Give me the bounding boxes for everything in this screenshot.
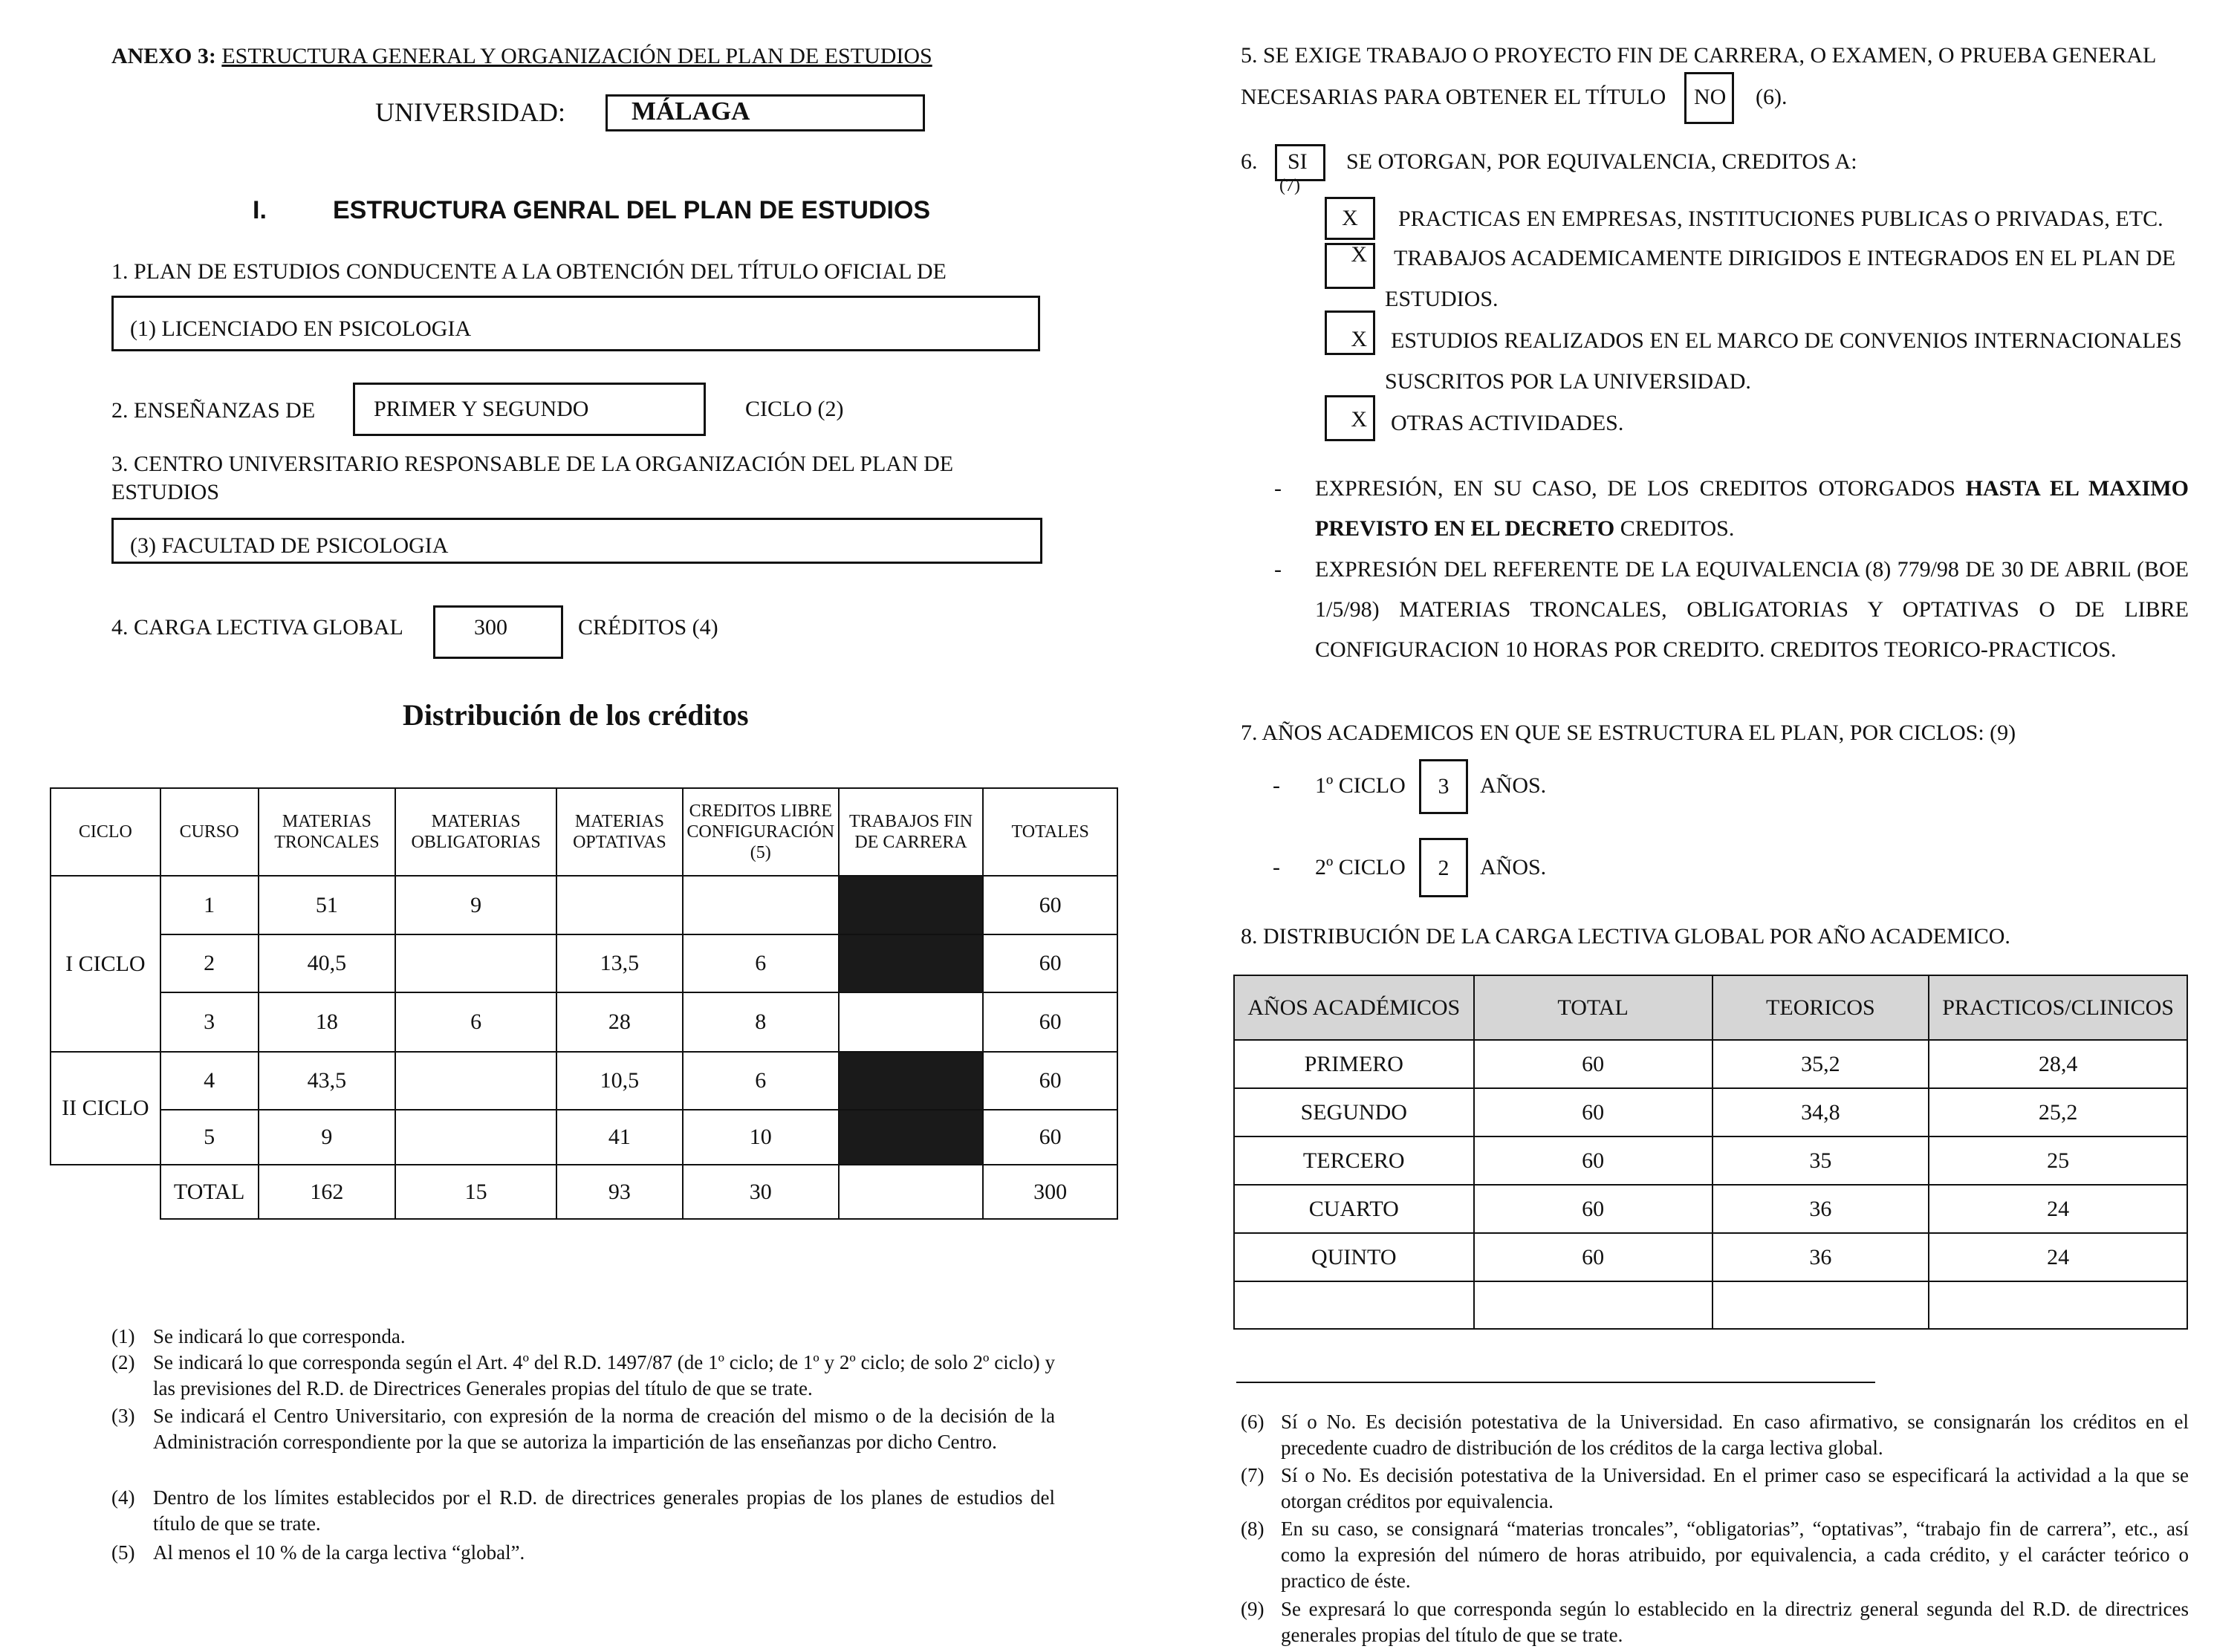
practicos-cell: 25,2 [1929, 1088, 2187, 1136]
obligatorias-cell: 15 [395, 1165, 556, 1219]
footnote-text: Sí o No. Es decisión potestativa de la Universidad. En caso afirmativo, se consignarán los créditos en el precedente cuadro de distribución de los créditos de la carga lectiva global. [1281, 1411, 2189, 1459]
troncales-cell: 43,5 [259, 1052, 396, 1110]
footnote-divider [1236, 1382, 1875, 1383]
table-row [51, 1052, 1117, 1110]
cycle1-label: 1º CICLO [1315, 773, 1406, 798]
footnote-5 [111, 1540, 1055, 1567]
empty-cell [51, 1165, 160, 1219]
footnote-number: (5) [111, 1541, 135, 1564]
cycle2-label: 2º CICLO [1315, 855, 1406, 879]
optativas-cell: 13,5 [556, 934, 683, 992]
bullet: - [1274, 476, 1282, 501]
distribution-table [50, 787, 1118, 1220]
header-troncales: MATERIAS TRONCALES [259, 788, 396, 876]
obligatorias-cell [395, 1052, 556, 1110]
footnote-text: Se indicará el Centro Universitario, con expresión de la norma de creación del mismo o de la decisión de la Administración correspondiente por la que se autoriza la impartición de las enseñanzas por dicho Centro. [153, 1405, 1055, 1453]
obligatorias-cell: 6 [395, 992, 556, 1052]
footnote-text: Sí o No. Es decisión potestativa de la Universidad. En el primer caso se especificará la actividad a la que se otorgan créditos por equivalencia. [1281, 1464, 2189, 1512]
expression-credits-bold: HASTA EL MAXIMO PREVISTO EN EL DECRETO [1315, 476, 2189, 541]
curso-cell: TOTAL [160, 1165, 259, 1219]
table-row [51, 934, 1117, 992]
practicos-cell: 24 [1929, 1185, 2187, 1233]
footnote-number: (4) [111, 1486, 135, 1509]
footnote-6 [1241, 1409, 2189, 1463]
totales-cell: 60 [983, 1052, 1117, 1110]
distribution-header-row [51, 788, 1117, 876]
practicos-cell: 25 [1929, 1136, 2187, 1185]
table-row [1234, 1088, 2187, 1136]
empty-cell [1474, 1281, 1713, 1329]
troncales-cell: 40,5 [259, 934, 396, 992]
option-text: TRABAJOS ACADEMICAMENTE DIRIGIDOS E INTEGRADOS EN EL PLAN DE [1394, 246, 2176, 270]
troncales-cell: 51 [259, 876, 396, 934]
section-title: ESTRUCTURA GENRAL DEL PLAN DE ESTUDIOS [333, 196, 931, 224]
item6-text: SE OTORGAN, POR EQUIVALENCIA, CREDITOS A: [1346, 149, 1857, 174]
footnote-7 [1241, 1463, 2189, 1516]
item7-title: 7. AÑOS ACADEMICOS EN QUE SE ESTRUCTURA EL PLAN, POR CICLOS: (9) [1241, 721, 2016, 745]
year-cell: CUARTO [1234, 1185, 1474, 1233]
obligatorias-cell: 9 [395, 876, 556, 934]
bullet: - [1273, 773, 1280, 798]
option-checkbox[interactable]: X [1325, 310, 1375, 355]
trabajos-cell [839, 1165, 984, 1219]
expression-credits [1315, 469, 2189, 549]
teoricos-cell: 35 [1713, 1136, 1929, 1185]
troncales-cell: 9 [259, 1110, 396, 1165]
footnote-text: Dentro de los límites establecidos por el R.D. de directrices generales propias de los planes de estudios del título de que se trate. [153, 1486, 1055, 1535]
item3-value: (3) FACULTAD DE PSICOLOGIA [130, 533, 449, 558]
libre-cell: 6 [683, 1052, 839, 1110]
troncales-cell: 18 [259, 992, 396, 1052]
bullet: - [1273, 855, 1280, 879]
item2-suffix: CICLO (2) [745, 397, 844, 421]
trabajos-cell-shaded [839, 934, 984, 992]
empty-cell [1713, 1281, 1929, 1329]
header-trabajos: TRABAJOS FIN DE CARRERA [839, 788, 984, 876]
header-years: AÑOS ACADÉMICOS [1234, 975, 1474, 1040]
item4-suffix: CRÉDITOS (4) [578, 615, 718, 640]
expression-credits-end: CREDITOS. [1614, 516, 1735, 541]
item3-label-line1: 3. CENTRO UNIVERSITARIO RESPONSABLE DE LA ORGANIZACIÓN DEL PLAN DE [111, 452, 954, 476]
header-total: TOTAL [1474, 975, 1713, 1040]
cycle1-cell: I CICLO [51, 876, 160, 1052]
footnote-2 [111, 1350, 1055, 1403]
trabajos-cell-shaded [839, 1110, 984, 1165]
annex-heading [111, 43, 932, 70]
year-cell: PRIMERO [1234, 1040, 1474, 1088]
item1-label: 1. PLAN DE ESTUDIOS CONDUCENTE A LA OBTENCIÓN DEL TÍTULO OFICIAL DE [111, 259, 947, 284]
item3-label-line2: ESTUDIOS [111, 480, 220, 504]
header-totales: TOTALES [983, 788, 1117, 876]
table-total-row [51, 1165, 1117, 1219]
troncales-cell: 162 [259, 1165, 396, 1219]
totales-cell: 60 [983, 876, 1117, 934]
year-cell: TERCERO [1234, 1136, 1474, 1185]
cycle2-cell: II CICLO [51, 1052, 160, 1165]
item6-value: SI [1288, 149, 1308, 174]
table-row [51, 1110, 1117, 1165]
empty-cell [1234, 1281, 1474, 1329]
footnote-number: (8) [1241, 1518, 1265, 1540]
item2-value: PRIMER Y SEGUNDO [374, 397, 589, 421]
curso-cell: 3 [160, 992, 259, 1052]
years-unit: AÑOS. [1480, 773, 1547, 798]
year-cell: QUINTO [1234, 1233, 1474, 1281]
libre-cell [683, 876, 839, 934]
item1-value: (1) LICENCIADO EN PSICOLOGIA [130, 316, 472, 341]
table-row [51, 876, 1117, 934]
footnote-4 [111, 1485, 1055, 1538]
totales-cell: 60 [983, 934, 1117, 992]
empty-cell [1929, 1281, 2187, 1329]
item5-line1: 5. SE EXIGE TRABAJO O PROYECTO FIN DE CARRERA, O EXAMEN, O PRUEBA GENERAL [1241, 43, 2157, 68]
teoricos-cell: 36 [1713, 1185, 1929, 1233]
trabajos-cell [839, 992, 984, 1052]
optativas-cell: 93 [556, 1165, 683, 1219]
obligatorias-cell [395, 1110, 556, 1165]
years-unit: AÑOS. [1480, 855, 1547, 879]
footnote-text: Se expresará lo que corresponda según lo establecido en la directriz general segunda del R.D. de directrices generales propias del título de que se trate. [1281, 1598, 2189, 1646]
option-text-line2: ESTUDIOS. [1385, 287, 1499, 311]
item6-note: (7) [1279, 176, 1300, 195]
footnote-text: Se indicará lo que corresponda. [153, 1325, 406, 1347]
header-teoricos: TEORICOS [1713, 975, 1929, 1040]
optativas-cell: 28 [556, 992, 683, 1052]
teoricos-cell: 34,8 [1713, 1088, 1929, 1136]
years-table [1233, 975, 2188, 1330]
item8-title: 8. DISTRIBUCIÓN DE LA CARGA LECTIVA GLOBAL POR AÑO ACADEMICO. [1241, 924, 2010, 949]
university-value: MÁLAGA [632, 97, 750, 126]
university-label: UNIVERSIDAD: [375, 97, 565, 127]
footnote-number: (3) [111, 1405, 135, 1427]
year-cell: SEGUNDO [1234, 1088, 1474, 1136]
total-cell: 60 [1474, 1233, 1713, 1281]
teoricos-cell: 35,2 [1713, 1040, 1929, 1088]
practicos-cell: 28,4 [1929, 1040, 2187, 1088]
option-text-line2: SUSCRITOS POR LA UNIVERSIDAD. [1385, 369, 1751, 394]
totales-cell: 60 [983, 1110, 1117, 1165]
item4-value: 300 [474, 615, 507, 640]
table-row-empty [1234, 1281, 2187, 1329]
libre-cell: 30 [683, 1165, 839, 1219]
header-ciclo: CICLO [51, 788, 160, 876]
footnote-number: (9) [1241, 1598, 1265, 1620]
footnote-1 [111, 1324, 1055, 1350]
option-text: PRACTICAS EN EMPRESAS, INSTITUCIONES PUBLICAS O PRIVADAS, ETC. [1398, 206, 2163, 231]
curso-cell: 5 [160, 1110, 259, 1165]
optativas-cell [556, 876, 683, 934]
total-cell: 60 [1474, 1040, 1713, 1088]
libre-cell: 6 [683, 934, 839, 992]
total-cell: 60 [1474, 1088, 1713, 1136]
section-roman: I. [253, 196, 267, 224]
table-row [1234, 1233, 2187, 1281]
footnote-number: (2) [111, 1351, 135, 1373]
table-row [1234, 1040, 2187, 1088]
expression-credits-text: EXPRESIÓN, EN SU CASO, DE LOS CREDITOS OTORGADOS [1315, 476, 1966, 501]
footnote-text: Al menos el 10 % de la carga lectiva “global”. [153, 1541, 525, 1564]
practicos-cell: 24 [1929, 1233, 2187, 1281]
header-libre: CREDITOS LIBRE CONFIGURACIÓN (5) [683, 788, 839, 876]
years-header-row [1234, 975, 2187, 1040]
bullet: - [1274, 557, 1282, 582]
curso-cell: 1 [160, 876, 259, 934]
total-cell: 60 [1474, 1136, 1713, 1185]
footnote-number: (1) [111, 1325, 135, 1347]
option-text: ESTUDIOS REALIZADOS EN EL MARCO DE CONVENIOS INTERNACIONALES [1391, 328, 2182, 353]
footnote-number: (7) [1241, 1464, 1265, 1486]
footnote-text: En su caso, se consignará “materias troncales”, “obligatorias”, “optativas”, “trabajo fin de carrera”, etc., así como la expresión del número de horas atribuido, por equivalencia, a cada crédito, y el carácter teórico o practico de éste. [1281, 1518, 2189, 1592]
totales-cell: 300 [983, 1165, 1117, 1219]
item4-label: 4. CARGA LECTIVA GLOBAL [111, 615, 403, 640]
optativas-cell: 41 [556, 1110, 683, 1165]
teoricos-cell: 36 [1713, 1233, 1929, 1281]
annex-title: ESTRUCTURA GENERAL Y ORGANIZACIÓN DEL PLAN DE ESTUDIOS [221, 44, 932, 68]
item2-label: 2. ENSEÑANZAS DE [111, 398, 316, 423]
distribution-title: Distribución de los créditos [403, 698, 749, 732]
header-practicos: PRACTICOS/CLINICOS [1929, 975, 2187, 1040]
total-cell: 60 [1474, 1185, 1713, 1233]
trabajos-cell-shaded [839, 1052, 984, 1110]
libre-cell: 8 [683, 992, 839, 1052]
table-row [1234, 1136, 2187, 1185]
header-curso: CURSO [160, 788, 259, 876]
totales-cell: 60 [983, 992, 1117, 1052]
cycle2-years-box: 2 [1419, 838, 1468, 897]
item5-suffix: (6). [1756, 85, 1788, 109]
table-row [51, 992, 1117, 1052]
footnote-number: (6) [1241, 1411, 1265, 1433]
header-obligatorias: MATERIAS OBLIGATORIAS [395, 788, 556, 876]
option-checkbox[interactable]: X [1325, 197, 1375, 240]
item6-number: 6. [1241, 149, 1258, 174]
footnote-3 [111, 1403, 1055, 1483]
footnote-text: Se indicará lo que corresponda según el Art. 4º del R.D. 1497/87 (de 1º ciclo; de 1º y 2º ciclo; de solo 2º ciclo) y las previsiones del R.D. de Directrices Generales propias del título de que se trate. [153, 1351, 1055, 1399]
item5-value: NO [1694, 85, 1727, 109]
annex-label: ANEXO 3: [111, 44, 216, 68]
optativas-cell: 10,5 [556, 1052, 683, 1110]
option-checkbox[interactable]: X [1325, 395, 1375, 441]
cycle1-years-box: 3 [1419, 759, 1468, 814]
option-text: OTRAS ACTIVIDADES. [1391, 411, 1624, 435]
item5-line2: NECESARIAS PARA OBTENER EL TÍTULO [1241, 85, 1666, 109]
header-optativas: MATERIAS OPTATIVAS [556, 788, 683, 876]
footnote-8 [1241, 1516, 2189, 1596]
option-checkbox[interactable]: X [1325, 243, 1375, 289]
expression-equivalence: EXPRESIÓN DEL REFERENTE DE LA EQUIVALENCIA (8) 779/98 DE 30 DE ABRIL (BOE 1/5/98) MATERIAS TRONCALES, OBLIGATORIAS Y OPTATIVAS O DE LIBRE CONFIGURACION 10 HORAS POR CREDITO. CREDITOS TEORICO-PRACTICOS. [1315, 557, 2189, 662]
table-row [1234, 1185, 2187, 1233]
curso-cell: 2 [160, 934, 259, 992]
trabajos-cell-shaded [839, 876, 984, 934]
curso-cell: 4 [160, 1052, 259, 1110]
libre-cell: 10 [683, 1110, 839, 1165]
obligatorias-cell [395, 934, 556, 992]
footnote-9 [1241, 1596, 2189, 1650]
